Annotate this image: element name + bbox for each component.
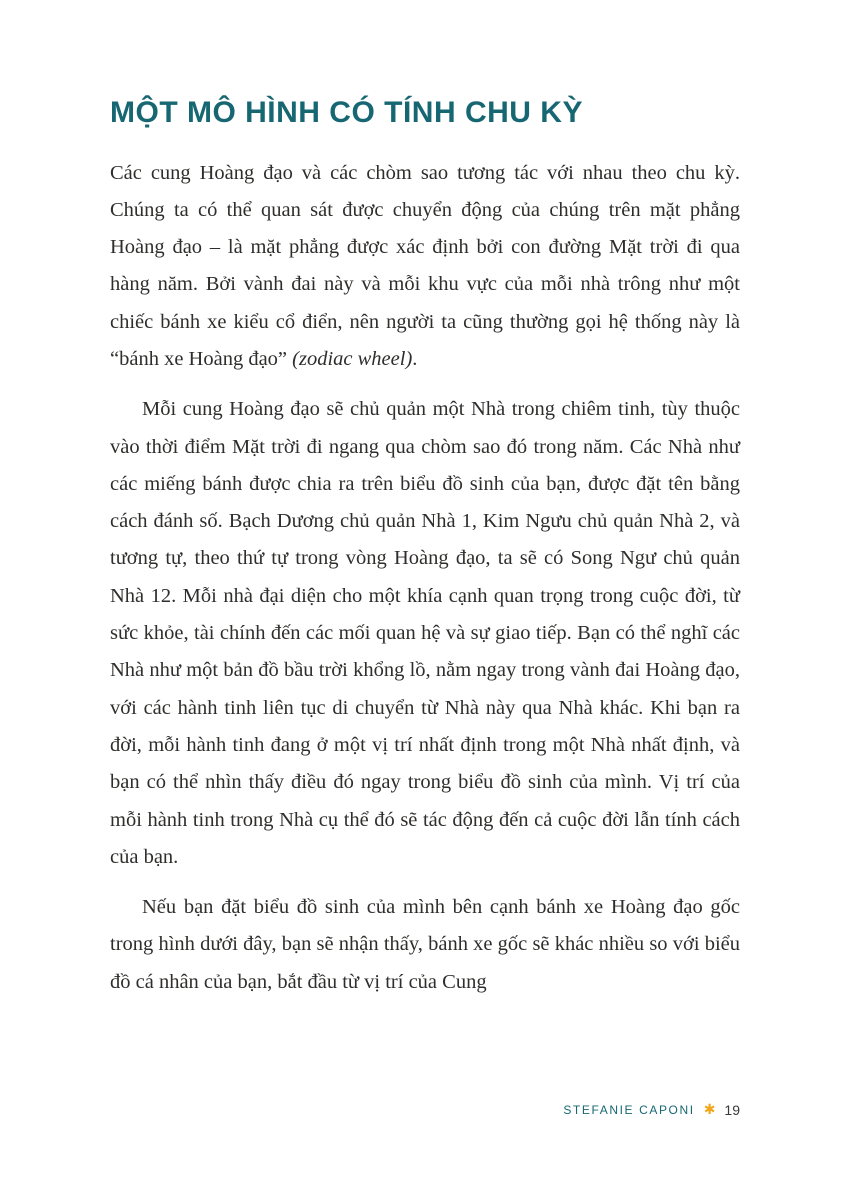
star-icon: ✱ xyxy=(703,1101,716,1117)
paragraph-1-suffix: . xyxy=(412,347,418,370)
paragraph-1 xyxy=(110,155,740,379)
chapter-heading: MỘT MÔ HÌNH CÓ TÍNH CHU KỲ xyxy=(110,96,583,129)
paragraph-2: Mỗi cung Hoàng đạo sẽ chủ quản một Nhà trong chiêm tinh, tùy thuộc vào thời điểm Mặt trời đi ngang qua chòm sao đó trong năm. Các Nhà như các miếng bánh được chia ra trên biểu đồ sinh của bạn, được đặt tên bằng cách đánh số. Bạch Dương chủ quản Nhà 1, Kim Ngưu chủ quản Nhà 2, và tương tự, theo thứ tự trong vòng Hoàng đạo, ta sẽ có Song Ngư chủ quản Nhà 12. Mỗi nhà đại diện cho một khía cạnh quan trọng trong cuộc đời, từ sức khỏe, tài chính đến các mối quan hệ và sự giao tiếp. Bạn có thể nghĩ các Nhà như một bản đồ bầu trời khổng lồ, nằm ngay trong vành đai Hoàng đạo, với các hành tinh liên tục di chuyển từ Nhà này qua Nhà khác. Khi bạn ra đời, mỗi hành tinh đang ở một vị trí nhất định trong một Nhà nhất định, và bạn có thể nhìn thấy điều đó ngay trong biểu đồ sinh của mình. Vị trí của mỗi hành tinh trong Nhà cụ thể đó sẽ tác động đến cả cuộc đời lẫn tính cách của bạn. xyxy=(110,398,740,868)
page-footer xyxy=(563,1102,740,1118)
paragraph-3: Nếu bạn đặt biểu đồ sinh của mình bên cạnh bánh xe Hoàng đạo gốc trong hình dưới đây, bạn sẽ nhận thấy, bánh xe gốc sẽ khác nhiều so với biểu đồ cá nhân của bạn, bắt đầu từ vị trí của Cung xyxy=(110,896,740,993)
page-number: 19 xyxy=(724,1102,740,1118)
italic-term: (zodiac wheel) xyxy=(292,347,413,370)
running-footer-author: STEFANIE CAPONI xyxy=(563,1103,695,1117)
body-text-block xyxy=(110,155,740,1002)
paragraph-1-text: Các cung Hoàng đạo và các chòm sao tương tác với nhau theo chu kỳ. Chúng ta có thể quan sát được chuyển động của chúng trên mặt phẳng Hoàng đạo – là mặt phẳng được xác định bởi con đường Mặt trời đi qua hàng năm. Bởi vành đai này và mỗi khu vực của mỗi nhà trông như một chiếc bánh xe kiểu cổ điển, nên người ta cũng thường gọi hệ thống này là “bánh xe Hoàng đạo” xyxy=(110,161,740,370)
